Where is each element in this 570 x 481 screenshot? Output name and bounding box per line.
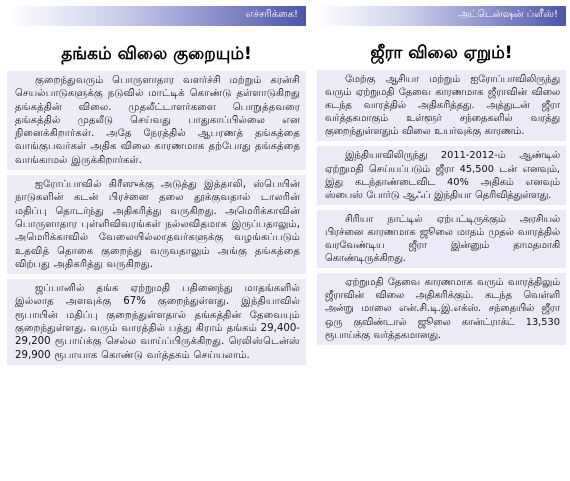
section-tag-bar: [7, 6, 306, 26]
article-paragraph: ஜப்பானில் தங்க ஏற்றுமதி பதினைந்து மாதங்களில் இல்லாத அளவுக்கு 67% குறைந்துள்ளது. இந்தியாவில் ரூபாயின் மதிப்பு குறைந்துள்ளதால் தங்கத்தின் தேவையும் குறைந்துள்ளது. வரும் வாரத்தில் பத்து கிராம் தங்கம் 29,400-29,200 ரூபாய்க்கு செல்ல வாய்ப்பிருக்கிறது. ரெலிஸ்டென்ஸ் 29,900 ரூபாயாக கொண்டு வர்த்தகம் செய்யலாம்.: [7, 279, 306, 365]
article-headline: தங்கம் விலை குறையும்!: [61, 44, 252, 64]
article-paragraph: மேற்கு ஆசியா மற்றும் ஐரோப்பாவிலிருந்து வரும் ஏற்றுமதி தேவை காரணமாக ஜீராவின் விலை கடந்த வாரத்தில் அதிகரித்தது. அத்துடன் ஜீரா வர்த்தகமாகும் உள்ளூர் சந்தைகளில் வரத்து குறைந்துள்ளதும் விலை உயர்வுக்கு காரணம்.: [317, 70, 566, 141]
article-paragraph: குறைந்துவரும் பொருளாதார வளர்ச்சி மற்றும் கரன்சி செயல்பாடுகளுக்கு நடுவில் மாட்டிக் கொண்டு தள்ளாடுகிறது தங்கத்தின் விலை. முதலீட்டாளர்களை பொறுத்தவரை தங்கத்தில் முதலீடு செய்வது பாதுகாப்பில்லை என நினைக்கிறார்கள். அதே நேரத்தில் ஆபரணத் தங்கத்தை வாங்குபவர்கள் அதிக விலை காரணமாக தற்போது தங்கத்தை வாங்காமல் இருக்கிறார்கள்.: [7, 71, 306, 170]
section-tag-bar: [317, 6, 566, 26]
section-tag: அட்டென்ஷன் ப்ளீஸ்!: [458, 9, 558, 20]
section-tag: எச்சரிக்கை!: [245, 9, 298, 20]
jeera-price-article: [317, 6, 566, 476]
article-headline: ஜீரா விலை ஏறும்!: [370, 43, 513, 63]
article-paragraph: ஏற்றுமதி தேவை காரணமாக வரும் வாரத்திலும் ஜீராவின் விலை அதிகரிக்கும். கடந்த வெள்ளி அன்று மாலை என்.சி.டி.இ.எக்ஸ். சந்தையில் ஜீரா ஒரு குவிண்டால் ஜூலை கான்ட்ராக்ட் 13,530 ரூபாய்க்கு வர்த்தகமானது.: [317, 273, 566, 344]
gold-price-article: [7, 6, 306, 476]
article-paragraph: சிரியா நாட்டில் ஏற்பட்டிருக்கும் அரசியல் பிரச்னை காரணமாக ஜூலை மாதம் முதல் வாரத்தில் வரவேண்டிய ஜீரா இன்னும் தாமதமாகி கொண்டிருக்கிறது.: [317, 210, 566, 268]
article-paragraph: ஐரோப்பாவில் கிரீஸுக்கு அடுத்து இத்தாலி, ஸ்பெயின் நாடுகளின் கடன் பிரச்னை தலை தூக்குவதால் டாலரின் மதிப்பு தொடர்ந்து அதிகரித்து வருகிறது. அமெரிக்காவின் பொருளாதார புள்ளிவிவரங்கள் நல்லவிதமாக இருப்பதாலும், அமெரிக்காவில் வேலையில்லாதவர்களுக்கு வழங்கப்படும் உதவித் தொகை குறைந்து வருவதாலும் அங்கு தங்கத்தை விற்பது அதிகரித்து வருகிறது.: [7, 175, 306, 274]
article-paragraph: இந்தியாவிலிருந்து 2011-2012-ம் ஆண்டில் ஏற்றுமதி செய்யப்படும் ஜீரா 45,500 டன் எனவும், இது கடந்தாண்டைவிட 40% அதிகம் எனவும் ஸ்பைஸ் போர்டு ஆஃப் இந்தியா தெரிவித்துள்ளது.: [317, 146, 566, 204]
